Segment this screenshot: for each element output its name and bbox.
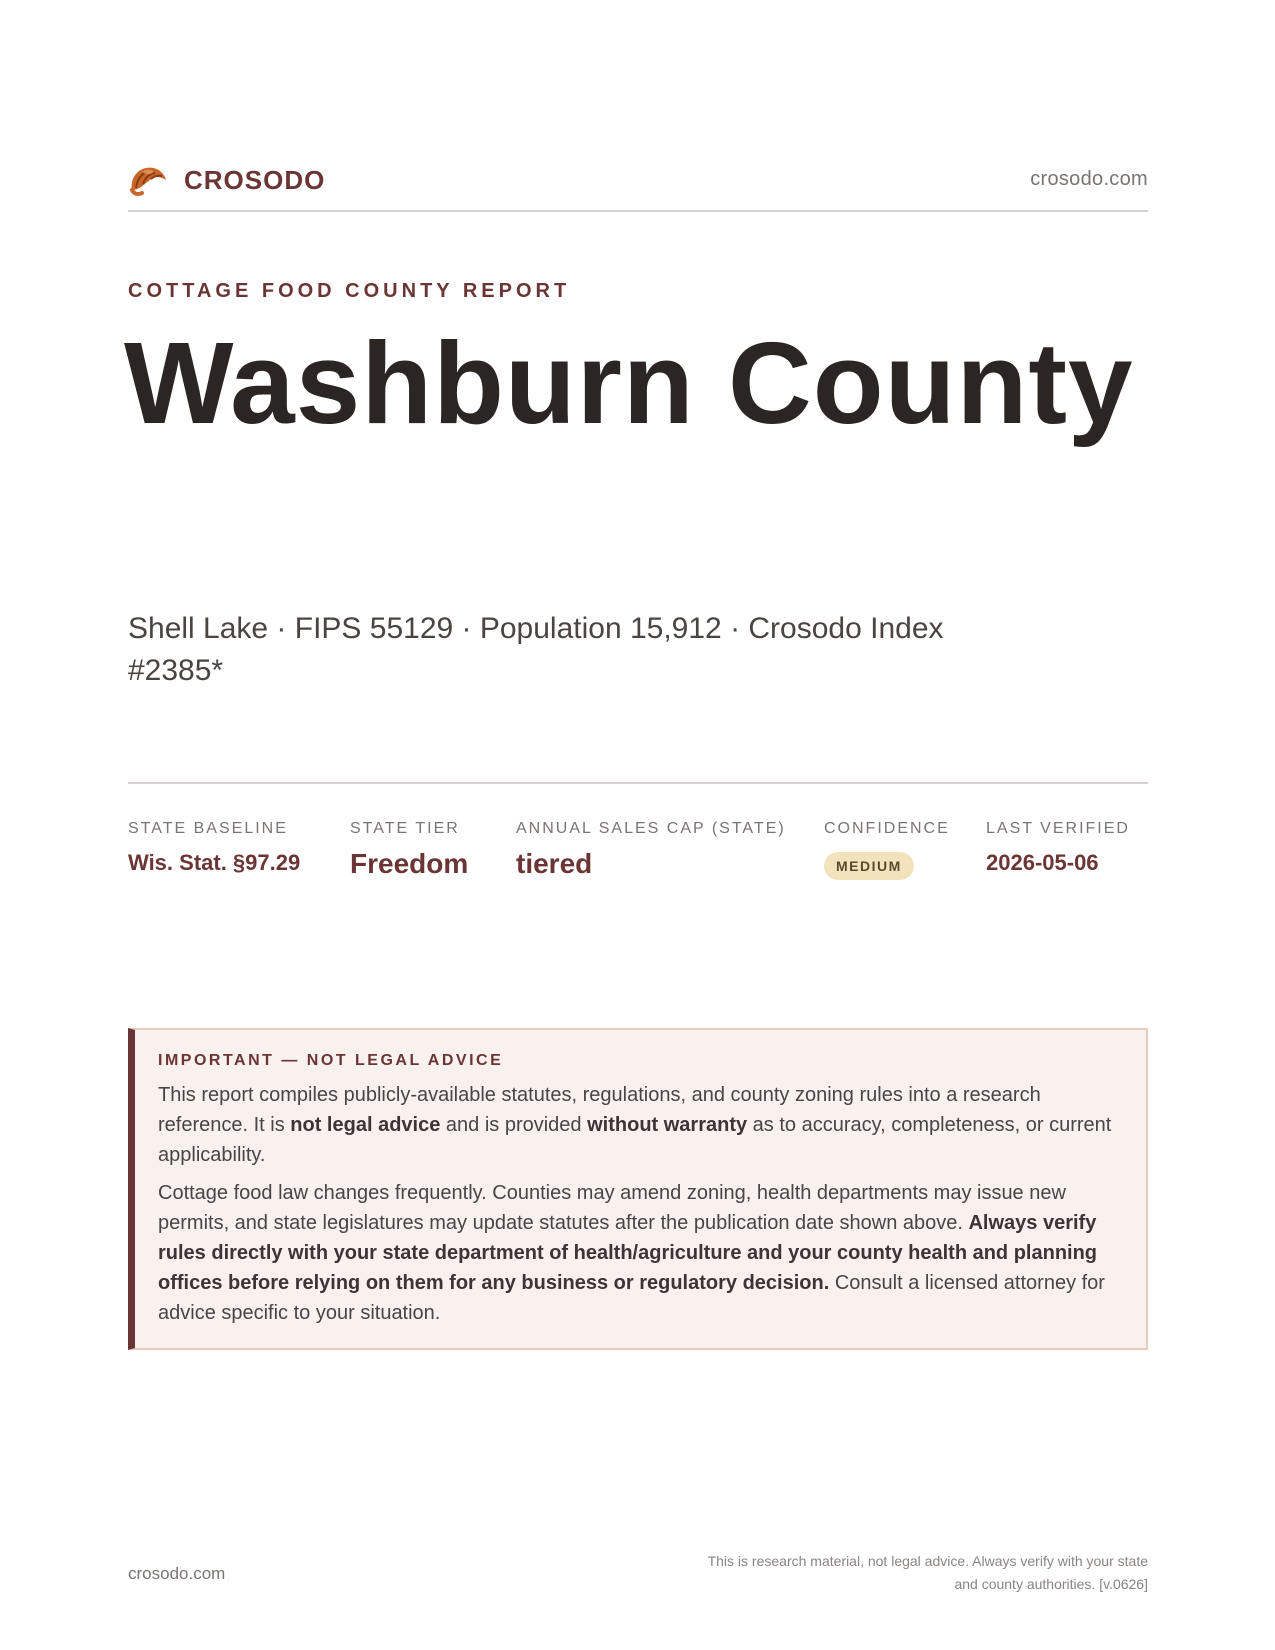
croissant-icon bbox=[128, 160, 168, 200]
footer-disclaimer-line: This is research material, not legal advice. Always verify with your state bbox=[707, 1553, 1148, 1569]
legal-notice bbox=[128, 1028, 1148, 1350]
brand-name: CROSODO bbox=[184, 164, 326, 195]
notice-text: This report compiles publicly-available statutes, regulations, and county zoning rules into a research reference. It is bbox=[158, 1084, 1041, 1136]
county-title: Washburn County bbox=[124, 318, 1134, 448]
brand[interactable] bbox=[128, 160, 325, 200]
stat-value: tiered bbox=[516, 848, 593, 879]
stat-confidence bbox=[824, 820, 950, 880]
stat-label: STATE BASELINE bbox=[128, 820, 288, 837]
notice-paragraph bbox=[158, 1178, 1120, 1328]
footer-disclaimer-line: and county authorities. [v.0626] bbox=[954, 1576, 1148, 1592]
report-page bbox=[124, 0, 1148, 1650]
header-divider bbox=[128, 210, 1148, 212]
stat-label: CONFIDENCE bbox=[824, 820, 950, 837]
footer-disclaimer bbox=[628, 1550, 1148, 1596]
footer-site-url[interactable]: crosodo.com bbox=[128, 1564, 226, 1583]
notice-paragraph bbox=[158, 1080, 1120, 1170]
notice-emphasis: without warranty bbox=[587, 1114, 748, 1136]
stat-annual-sales-cap bbox=[516, 820, 786, 880]
stat-value: Freedom bbox=[350, 848, 469, 879]
report-eyebrow: COTTAGE FOOD COUNTY REPORT bbox=[128, 280, 571, 302]
notice-text: Cottage food law changes frequently. Counties may amend zoning, health departments may issue new permits, and state legislatures may update statutes after the publication date shown above. bbox=[158, 1182, 1066, 1234]
county-subtitle: Shell Lake · FIPS 55129 · Population 15,912 · Crosodo Index #2385* bbox=[128, 612, 944, 687]
stat-label: STATE TIER bbox=[350, 820, 460, 837]
confidence-badge: MEDIUM bbox=[824, 852, 914, 880]
stat-label: LAST VERIFIED bbox=[986, 820, 1130, 837]
site-url-link[interactable]: crosodo.com bbox=[1030, 168, 1148, 190]
notice-text: Consult a licensed attorney for advice specific to your situation. bbox=[158, 1272, 1105, 1324]
stat-state-tier bbox=[350, 820, 468, 880]
page-header bbox=[128, 158, 1148, 202]
stat-label: ANNUAL SALES CAP (STATE) bbox=[516, 820, 786, 837]
notice-text: and is provided bbox=[440, 1114, 588, 1136]
notice-heading: IMPORTANT — NOT LEGAL ADVICE bbox=[158, 1052, 504, 1069]
notice-emphasis: Always verify rules directly with your state department of health/agriculture and your county health and planning offices before relying on them for any business or regulatory decision. bbox=[158, 1212, 1098, 1294]
notice-text: as to accuracy, completeness, or current applicability. bbox=[158, 1114, 1112, 1166]
stat-value: 2026-05-06 bbox=[986, 850, 1099, 875]
stat-value: Wis. Stat. §97.29 bbox=[128, 850, 301, 875]
stat-last-verified bbox=[986, 820, 1130, 876]
stats-divider bbox=[128, 782, 1148, 784]
stat-state-baseline bbox=[128, 820, 300, 876]
notice-emphasis: not legal advice bbox=[290, 1114, 441, 1136]
